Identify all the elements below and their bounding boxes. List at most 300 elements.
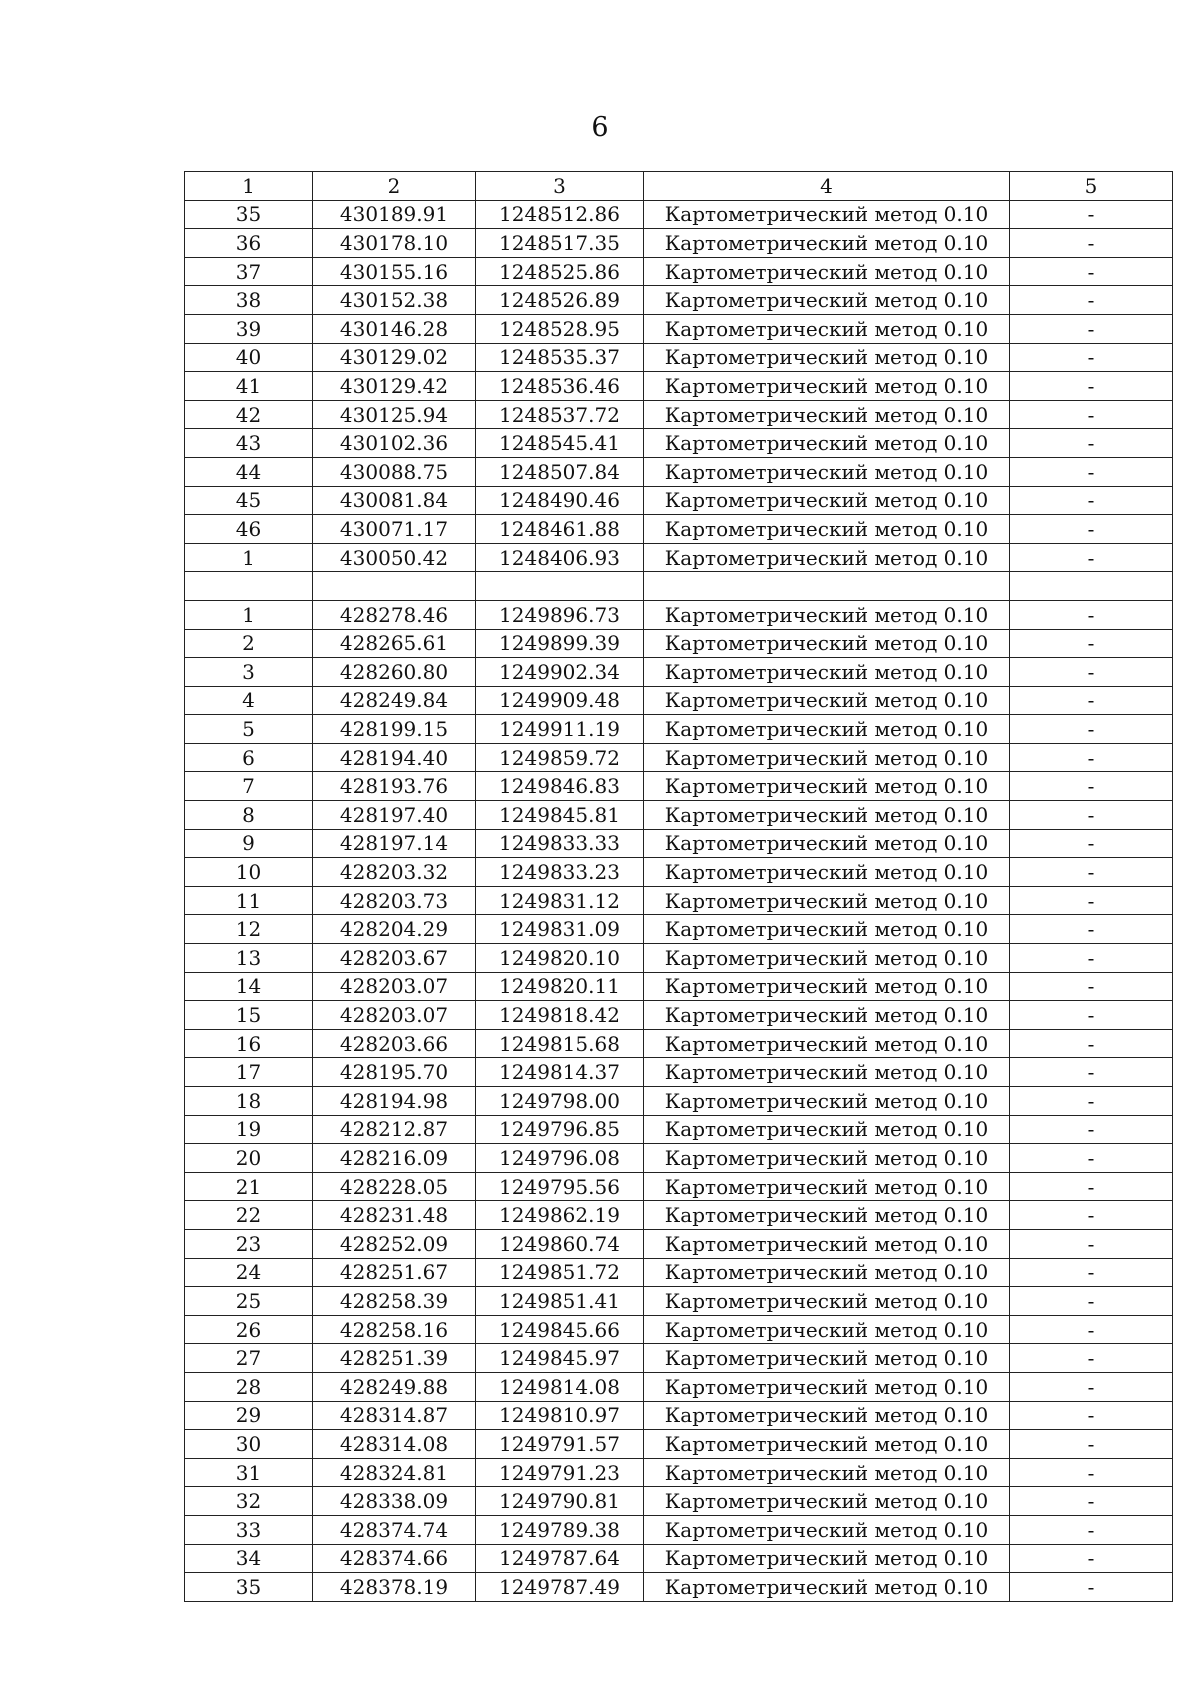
x-coordinate-cell: 428193.76 bbox=[313, 772, 476, 801]
y-coordinate-cell: 1249796.08 bbox=[476, 1144, 644, 1173]
point-number-cell: 14 bbox=[185, 972, 313, 1001]
header-row bbox=[185, 172, 1173, 201]
note-cell: - bbox=[1010, 1115, 1173, 1144]
x-coordinate-cell: 428203.67 bbox=[313, 944, 476, 973]
table-row bbox=[185, 1458, 1173, 1487]
y-coordinate-cell: 1249831.09 bbox=[476, 915, 644, 944]
method-cell: Картометрический метод 0.10 bbox=[644, 1029, 1010, 1058]
method-cell: Картометрический метод 0.10 bbox=[644, 200, 1010, 229]
table-row bbox=[185, 629, 1173, 658]
x-coordinate-cell: 430081.84 bbox=[313, 486, 476, 515]
table-row bbox=[185, 1544, 1173, 1573]
y-coordinate-cell bbox=[476, 572, 644, 601]
table-row bbox=[185, 1515, 1173, 1544]
table-row bbox=[185, 886, 1173, 915]
x-coordinate-cell: 428199.15 bbox=[313, 715, 476, 744]
x-coordinate-cell: 430129.42 bbox=[313, 372, 476, 401]
column-header-4: 4 bbox=[644, 172, 1010, 201]
method-cell: Картометрический метод 0.10 bbox=[644, 286, 1010, 315]
x-coordinate-cell: 428324.81 bbox=[313, 1458, 476, 1487]
point-number-cell: 34 bbox=[185, 1544, 313, 1573]
method-cell: Картометрический метод 0.10 bbox=[644, 457, 1010, 486]
table-row bbox=[185, 543, 1173, 572]
point-number-cell: 43 bbox=[185, 429, 313, 458]
y-coordinate-cell: 1248461.88 bbox=[476, 515, 644, 544]
note-cell: - bbox=[1010, 1001, 1173, 1030]
table-row bbox=[185, 1430, 1173, 1459]
table-row bbox=[185, 457, 1173, 486]
table-row bbox=[185, 1172, 1173, 1201]
point-number-cell: 19 bbox=[185, 1115, 313, 1144]
note-cell: - bbox=[1010, 200, 1173, 229]
x-coordinate-cell: 428260.80 bbox=[313, 658, 476, 687]
y-coordinate-cell: 1249820.10 bbox=[476, 944, 644, 973]
x-coordinate-cell: 428197.14 bbox=[313, 829, 476, 858]
y-coordinate-cell: 1249833.33 bbox=[476, 829, 644, 858]
y-coordinate-cell: 1249862.19 bbox=[476, 1201, 644, 1230]
point-number-cell: 15 bbox=[185, 1001, 313, 1030]
table-row bbox=[185, 400, 1173, 429]
table-row bbox=[185, 715, 1173, 744]
x-coordinate-cell bbox=[313, 572, 476, 601]
method-cell: Картометрический метод 0.10 bbox=[644, 429, 1010, 458]
point-number-cell: 20 bbox=[185, 1144, 313, 1173]
x-coordinate-cell: 428249.84 bbox=[313, 686, 476, 715]
point-number-cell: 24 bbox=[185, 1258, 313, 1287]
method-cell: Картометрический метод 0.10 bbox=[644, 1315, 1010, 1344]
y-coordinate-cell: 1249860.74 bbox=[476, 1229, 644, 1258]
y-coordinate-cell: 1249896.73 bbox=[476, 600, 644, 629]
note-cell: - bbox=[1010, 801, 1173, 830]
note-cell: - bbox=[1010, 829, 1173, 858]
y-coordinate-cell: 1249899.39 bbox=[476, 629, 644, 658]
note-cell: - bbox=[1010, 1372, 1173, 1401]
note-cell: - bbox=[1010, 372, 1173, 401]
y-coordinate-cell: 1249845.97 bbox=[476, 1344, 644, 1373]
note-cell: - bbox=[1010, 1487, 1173, 1516]
x-coordinate-cell: 428203.07 bbox=[313, 972, 476, 1001]
table-row bbox=[185, 1258, 1173, 1287]
method-cell: Картометрический метод 0.10 bbox=[644, 829, 1010, 858]
note-cell: - bbox=[1010, 1344, 1173, 1373]
y-coordinate-cell: 1248545.41 bbox=[476, 429, 644, 458]
point-number-cell: 32 bbox=[185, 1487, 313, 1516]
method-cell: Картометрический метод 0.10 bbox=[644, 1544, 1010, 1573]
x-coordinate-cell: 430129.02 bbox=[313, 343, 476, 372]
point-number-cell: 9 bbox=[185, 829, 313, 858]
x-coordinate-cell: 428251.39 bbox=[313, 1344, 476, 1373]
y-coordinate-cell: 1249820.11 bbox=[476, 972, 644, 1001]
x-coordinate-cell: 428252.09 bbox=[313, 1229, 476, 1258]
point-number-cell: 46 bbox=[185, 515, 313, 544]
y-coordinate-cell: 1249787.64 bbox=[476, 1544, 644, 1573]
method-cell: Картометрический метод 0.10 bbox=[644, 1430, 1010, 1459]
y-coordinate-cell: 1249789.38 bbox=[476, 1515, 644, 1544]
point-number-cell: 2 bbox=[185, 629, 313, 658]
y-coordinate-cell: 1248537.72 bbox=[476, 400, 644, 429]
note-cell: - bbox=[1010, 1172, 1173, 1201]
table-body bbox=[185, 200, 1173, 1601]
y-coordinate-cell: 1249911.19 bbox=[476, 715, 644, 744]
method-cell: Картометрический метод 0.10 bbox=[644, 1087, 1010, 1116]
y-coordinate-cell: 1249791.57 bbox=[476, 1430, 644, 1459]
x-coordinate-cell: 428265.61 bbox=[313, 629, 476, 658]
method-cell: Картометрический метод 0.10 bbox=[644, 972, 1010, 1001]
note-cell: - bbox=[1010, 1229, 1173, 1258]
column-header-1: 1 bbox=[185, 172, 313, 201]
point-number-cell: 35 bbox=[185, 200, 313, 229]
note-cell: - bbox=[1010, 257, 1173, 286]
y-coordinate-cell: 1249902.34 bbox=[476, 658, 644, 687]
x-coordinate-cell: 430189.91 bbox=[313, 200, 476, 229]
table-row bbox=[185, 1487, 1173, 1516]
point-number-cell: 16 bbox=[185, 1029, 313, 1058]
table-row bbox=[185, 944, 1173, 973]
method-cell: Картометрический метод 0.10 bbox=[644, 944, 1010, 973]
note-cell: - bbox=[1010, 429, 1173, 458]
table-row bbox=[185, 515, 1173, 544]
x-coordinate-cell: 428228.05 bbox=[313, 1172, 476, 1201]
y-coordinate-cell: 1248525.86 bbox=[476, 257, 644, 286]
method-cell: Картометрический метод 0.10 bbox=[644, 715, 1010, 744]
table-row bbox=[185, 572, 1173, 601]
x-coordinate-cell: 428314.87 bbox=[313, 1401, 476, 1430]
point-number-cell: 31 bbox=[185, 1458, 313, 1487]
table-row bbox=[185, 829, 1173, 858]
table-row bbox=[185, 772, 1173, 801]
point-number-cell: 5 bbox=[185, 715, 313, 744]
x-coordinate-cell: 428203.66 bbox=[313, 1029, 476, 1058]
y-coordinate-cell: 1248490.46 bbox=[476, 486, 644, 515]
x-coordinate-cell: 428314.08 bbox=[313, 1430, 476, 1459]
method-cell: Картометрический метод 0.10 bbox=[644, 1372, 1010, 1401]
x-coordinate-cell: 430146.28 bbox=[313, 314, 476, 343]
point-number-cell: 44 bbox=[185, 457, 313, 486]
table-row bbox=[185, 1315, 1173, 1344]
point-number-cell: 30 bbox=[185, 1430, 313, 1459]
x-coordinate-cell: 428231.48 bbox=[313, 1201, 476, 1230]
y-coordinate-cell: 1248507.84 bbox=[476, 457, 644, 486]
y-coordinate-cell: 1249810.97 bbox=[476, 1401, 644, 1430]
note-cell: - bbox=[1010, 1401, 1173, 1430]
table-row bbox=[185, 229, 1173, 258]
point-number-cell bbox=[185, 572, 313, 601]
point-number-cell: 18 bbox=[185, 1087, 313, 1116]
table-row bbox=[185, 686, 1173, 715]
method-cell: Картометрический метод 0.10 bbox=[644, 229, 1010, 258]
method-cell: Картометрический метод 0.10 bbox=[644, 801, 1010, 830]
method-cell: Картометрический метод 0.10 bbox=[644, 1172, 1010, 1201]
table-row bbox=[185, 429, 1173, 458]
method-cell: Картометрический метод 0.10 bbox=[644, 772, 1010, 801]
x-coordinate-cell: 430088.75 bbox=[313, 457, 476, 486]
point-number-cell: 38 bbox=[185, 286, 313, 315]
note-cell: - bbox=[1010, 1258, 1173, 1287]
y-coordinate-cell: 1249787.49 bbox=[476, 1573, 644, 1602]
y-coordinate-cell: 1249790.81 bbox=[476, 1487, 644, 1516]
y-coordinate-cell: 1249814.37 bbox=[476, 1058, 644, 1087]
method-cell: Картометрический метод 0.10 bbox=[644, 1115, 1010, 1144]
note-cell: - bbox=[1010, 486, 1173, 515]
y-coordinate-cell: 1249795.56 bbox=[476, 1172, 644, 1201]
column-header-5: 5 bbox=[1010, 172, 1173, 201]
note-cell: - bbox=[1010, 343, 1173, 372]
note-cell: - bbox=[1010, 515, 1173, 544]
note-cell: - bbox=[1010, 543, 1173, 572]
table-row bbox=[185, 343, 1173, 372]
x-coordinate-cell: 428251.67 bbox=[313, 1258, 476, 1287]
y-coordinate-cell: 1249845.81 bbox=[476, 801, 644, 830]
x-coordinate-cell: 428197.40 bbox=[313, 801, 476, 830]
table-row bbox=[185, 1087, 1173, 1116]
table-row bbox=[185, 1115, 1173, 1144]
point-number-cell: 37 bbox=[185, 257, 313, 286]
note-cell: - bbox=[1010, 1573, 1173, 1602]
point-number-cell: 1 bbox=[185, 600, 313, 629]
note-cell: - bbox=[1010, 686, 1173, 715]
note-cell: - bbox=[1010, 314, 1173, 343]
point-number-cell: 12 bbox=[185, 915, 313, 944]
note-cell: - bbox=[1010, 858, 1173, 887]
method-cell: Картометрический метод 0.10 bbox=[644, 1487, 1010, 1516]
note-cell: - bbox=[1010, 229, 1173, 258]
method-cell: Картометрический метод 0.10 bbox=[644, 1201, 1010, 1230]
note-cell: - bbox=[1010, 400, 1173, 429]
method-cell: Картометрический метод 0.10 bbox=[644, 1458, 1010, 1487]
x-coordinate-cell: 428203.32 bbox=[313, 858, 476, 887]
method-cell: Картометрический метод 0.10 bbox=[644, 1573, 1010, 1602]
note-cell: - bbox=[1010, 772, 1173, 801]
x-coordinate-cell: 428374.74 bbox=[313, 1515, 476, 1544]
method-cell: Картометрический метод 0.10 bbox=[644, 543, 1010, 572]
y-coordinate-cell: 1248536.46 bbox=[476, 372, 644, 401]
x-coordinate-cell: 428258.39 bbox=[313, 1287, 476, 1316]
method-cell: Картометрический метод 0.10 bbox=[644, 743, 1010, 772]
method-cell: Картометрический метод 0.10 bbox=[644, 1258, 1010, 1287]
x-coordinate-cell: 428338.09 bbox=[313, 1487, 476, 1516]
table-row bbox=[185, 486, 1173, 515]
table-row bbox=[185, 743, 1173, 772]
coordinates-table bbox=[184, 171, 1173, 1602]
point-number-cell: 1 bbox=[185, 543, 313, 572]
y-coordinate-cell: 1249818.42 bbox=[476, 1001, 644, 1030]
table-row bbox=[185, 801, 1173, 830]
method-cell: Картометрический метод 0.10 bbox=[644, 1401, 1010, 1430]
y-coordinate-cell: 1249909.48 bbox=[476, 686, 644, 715]
method-cell: Картометрический метод 0.10 bbox=[644, 515, 1010, 544]
method-cell: Картометрический метод 0.10 bbox=[644, 629, 1010, 658]
x-coordinate-cell: 430155.16 bbox=[313, 257, 476, 286]
note-cell: - bbox=[1010, 1315, 1173, 1344]
note-cell: - bbox=[1010, 1458, 1173, 1487]
method-cell: Картометрический метод 0.10 bbox=[644, 858, 1010, 887]
x-coordinate-cell: 428258.16 bbox=[313, 1315, 476, 1344]
point-number-cell: 39 bbox=[185, 314, 313, 343]
note-cell: - bbox=[1010, 944, 1173, 973]
note-cell: - bbox=[1010, 1430, 1173, 1459]
method-cell: Картометрический метод 0.10 bbox=[644, 1001, 1010, 1030]
x-coordinate-cell: 430050.42 bbox=[313, 543, 476, 572]
method-cell: Картометрический метод 0.10 bbox=[644, 1287, 1010, 1316]
x-coordinate-cell: 428203.07 bbox=[313, 1001, 476, 1030]
note-cell bbox=[1010, 572, 1173, 601]
table-header bbox=[185, 172, 1173, 201]
x-coordinate-cell: 430125.94 bbox=[313, 400, 476, 429]
x-coordinate-cell: 428216.09 bbox=[313, 1144, 476, 1173]
note-cell: - bbox=[1010, 743, 1173, 772]
method-cell: Картометрический метод 0.10 bbox=[644, 257, 1010, 286]
method-cell: Картометрический метод 0.10 bbox=[644, 686, 1010, 715]
x-coordinate-cell: 428249.88 bbox=[313, 1372, 476, 1401]
method-cell: Картометрический метод 0.10 bbox=[644, 372, 1010, 401]
y-coordinate-cell: 1249798.00 bbox=[476, 1087, 644, 1116]
note-cell: - bbox=[1010, 715, 1173, 744]
x-coordinate-cell: 428194.40 bbox=[313, 743, 476, 772]
point-number-cell: 13 bbox=[185, 944, 313, 973]
note-cell: - bbox=[1010, 600, 1173, 629]
point-number-cell: 17 bbox=[185, 1058, 313, 1087]
x-coordinate-cell: 428212.87 bbox=[313, 1115, 476, 1144]
table-row bbox=[185, 600, 1173, 629]
point-number-cell: 22 bbox=[185, 1201, 313, 1230]
y-coordinate-cell: 1249851.41 bbox=[476, 1287, 644, 1316]
y-coordinate-cell: 1249833.23 bbox=[476, 858, 644, 887]
y-coordinate-cell: 1249845.66 bbox=[476, 1315, 644, 1344]
y-coordinate-cell: 1248528.95 bbox=[476, 314, 644, 343]
point-number-cell: 26 bbox=[185, 1315, 313, 1344]
y-coordinate-cell: 1249831.12 bbox=[476, 886, 644, 915]
method-cell: Картометрический метод 0.10 bbox=[644, 600, 1010, 629]
point-number-cell: 29 bbox=[185, 1401, 313, 1430]
point-number-cell: 7 bbox=[185, 772, 313, 801]
page-number: 6 bbox=[591, 112, 609, 143]
point-number-cell: 25 bbox=[185, 1287, 313, 1316]
y-coordinate-cell: 1248512.86 bbox=[476, 200, 644, 229]
column-header-2: 2 bbox=[313, 172, 476, 201]
x-coordinate-cell: 428278.46 bbox=[313, 600, 476, 629]
table-row bbox=[185, 858, 1173, 887]
y-coordinate-cell: 1249796.85 bbox=[476, 1115, 644, 1144]
method-cell: Картометрический метод 0.10 bbox=[644, 658, 1010, 687]
x-coordinate-cell: 428203.73 bbox=[313, 886, 476, 915]
column-header-3: 3 bbox=[476, 172, 644, 201]
y-coordinate-cell: 1248526.89 bbox=[476, 286, 644, 315]
point-number-cell: 10 bbox=[185, 858, 313, 887]
x-coordinate-cell: 428204.29 bbox=[313, 915, 476, 944]
method-cell: Картометрический метод 0.10 bbox=[644, 1058, 1010, 1087]
note-cell: - bbox=[1010, 972, 1173, 1001]
point-number-cell: 35 bbox=[185, 1573, 313, 1602]
table-row bbox=[185, 1573, 1173, 1602]
table-row bbox=[185, 286, 1173, 315]
table-row bbox=[185, 1001, 1173, 1030]
x-coordinate-cell: 430178.10 bbox=[313, 229, 476, 258]
table-row bbox=[185, 314, 1173, 343]
method-cell: Картометрический метод 0.10 bbox=[644, 1344, 1010, 1373]
note-cell: - bbox=[1010, 1144, 1173, 1173]
x-coordinate-cell: 428194.98 bbox=[313, 1087, 476, 1116]
note-cell: - bbox=[1010, 1544, 1173, 1573]
table-row bbox=[185, 257, 1173, 286]
y-coordinate-cell: 1249791.23 bbox=[476, 1458, 644, 1487]
table-row bbox=[185, 1372, 1173, 1401]
y-coordinate-cell: 1248406.93 bbox=[476, 543, 644, 572]
note-cell: - bbox=[1010, 1029, 1173, 1058]
note-cell: - bbox=[1010, 1087, 1173, 1116]
y-coordinate-cell: 1248517.35 bbox=[476, 229, 644, 258]
y-coordinate-cell: 1249846.83 bbox=[476, 772, 644, 801]
point-number-cell: 4 bbox=[185, 686, 313, 715]
x-coordinate-cell: 428378.19 bbox=[313, 1573, 476, 1602]
table-row bbox=[185, 1144, 1173, 1173]
table-row bbox=[185, 1058, 1173, 1087]
note-cell: - bbox=[1010, 1201, 1173, 1230]
note-cell: - bbox=[1010, 457, 1173, 486]
note-cell: - bbox=[1010, 1515, 1173, 1544]
method-cell: Картометрический метод 0.10 bbox=[644, 400, 1010, 429]
point-number-cell: 36 bbox=[185, 229, 313, 258]
x-coordinate-cell: 430071.17 bbox=[313, 515, 476, 544]
note-cell: - bbox=[1010, 1058, 1173, 1087]
method-cell: Картометрический метод 0.10 bbox=[644, 1229, 1010, 1258]
method-cell: Картометрический метод 0.10 bbox=[644, 915, 1010, 944]
y-coordinate-cell: 1248535.37 bbox=[476, 343, 644, 372]
y-coordinate-cell: 1249851.72 bbox=[476, 1258, 644, 1287]
method-cell: Картометрический метод 0.10 bbox=[644, 486, 1010, 515]
point-number-cell: 33 bbox=[185, 1515, 313, 1544]
point-number-cell: 41 bbox=[185, 372, 313, 401]
table-row bbox=[185, 200, 1173, 229]
note-cell: - bbox=[1010, 886, 1173, 915]
method-cell: Картометрический метод 0.10 bbox=[644, 343, 1010, 372]
method-cell: Картометрический метод 0.10 bbox=[644, 1144, 1010, 1173]
y-coordinate-cell: 1249814.08 bbox=[476, 1372, 644, 1401]
point-number-cell: 27 bbox=[185, 1344, 313, 1373]
x-coordinate-cell: 430102.36 bbox=[313, 429, 476, 458]
x-coordinate-cell: 428195.70 bbox=[313, 1058, 476, 1087]
method-cell: Картометрический метод 0.10 bbox=[644, 1515, 1010, 1544]
table-row bbox=[185, 1029, 1173, 1058]
point-number-cell: 23 bbox=[185, 1229, 313, 1258]
table-row bbox=[185, 1287, 1173, 1316]
table-row bbox=[185, 1201, 1173, 1230]
note-cell: - bbox=[1010, 658, 1173, 687]
point-number-cell: 21 bbox=[185, 1172, 313, 1201]
table-row bbox=[185, 658, 1173, 687]
table-row bbox=[185, 1401, 1173, 1430]
y-coordinate-cell: 1249815.68 bbox=[476, 1029, 644, 1058]
point-number-cell: 28 bbox=[185, 1372, 313, 1401]
x-coordinate-cell: 430152.38 bbox=[313, 286, 476, 315]
note-cell: - bbox=[1010, 629, 1173, 658]
table-row bbox=[185, 915, 1173, 944]
point-number-cell: 8 bbox=[185, 801, 313, 830]
note-cell: - bbox=[1010, 1287, 1173, 1316]
table-row bbox=[185, 972, 1173, 1001]
point-number-cell: 45 bbox=[185, 486, 313, 515]
y-coordinate-cell: 1249859.72 bbox=[476, 743, 644, 772]
note-cell: - bbox=[1010, 915, 1173, 944]
method-cell: Картометрический метод 0.10 bbox=[644, 886, 1010, 915]
note-cell: - bbox=[1010, 286, 1173, 315]
point-number-cell: 40 bbox=[185, 343, 313, 372]
point-number-cell: 3 bbox=[185, 658, 313, 687]
x-coordinate-cell: 428374.66 bbox=[313, 1544, 476, 1573]
method-cell: Картометрический метод 0.10 bbox=[644, 314, 1010, 343]
table-row bbox=[185, 1344, 1173, 1373]
method-cell bbox=[644, 572, 1010, 601]
point-number-cell: 11 bbox=[185, 886, 313, 915]
